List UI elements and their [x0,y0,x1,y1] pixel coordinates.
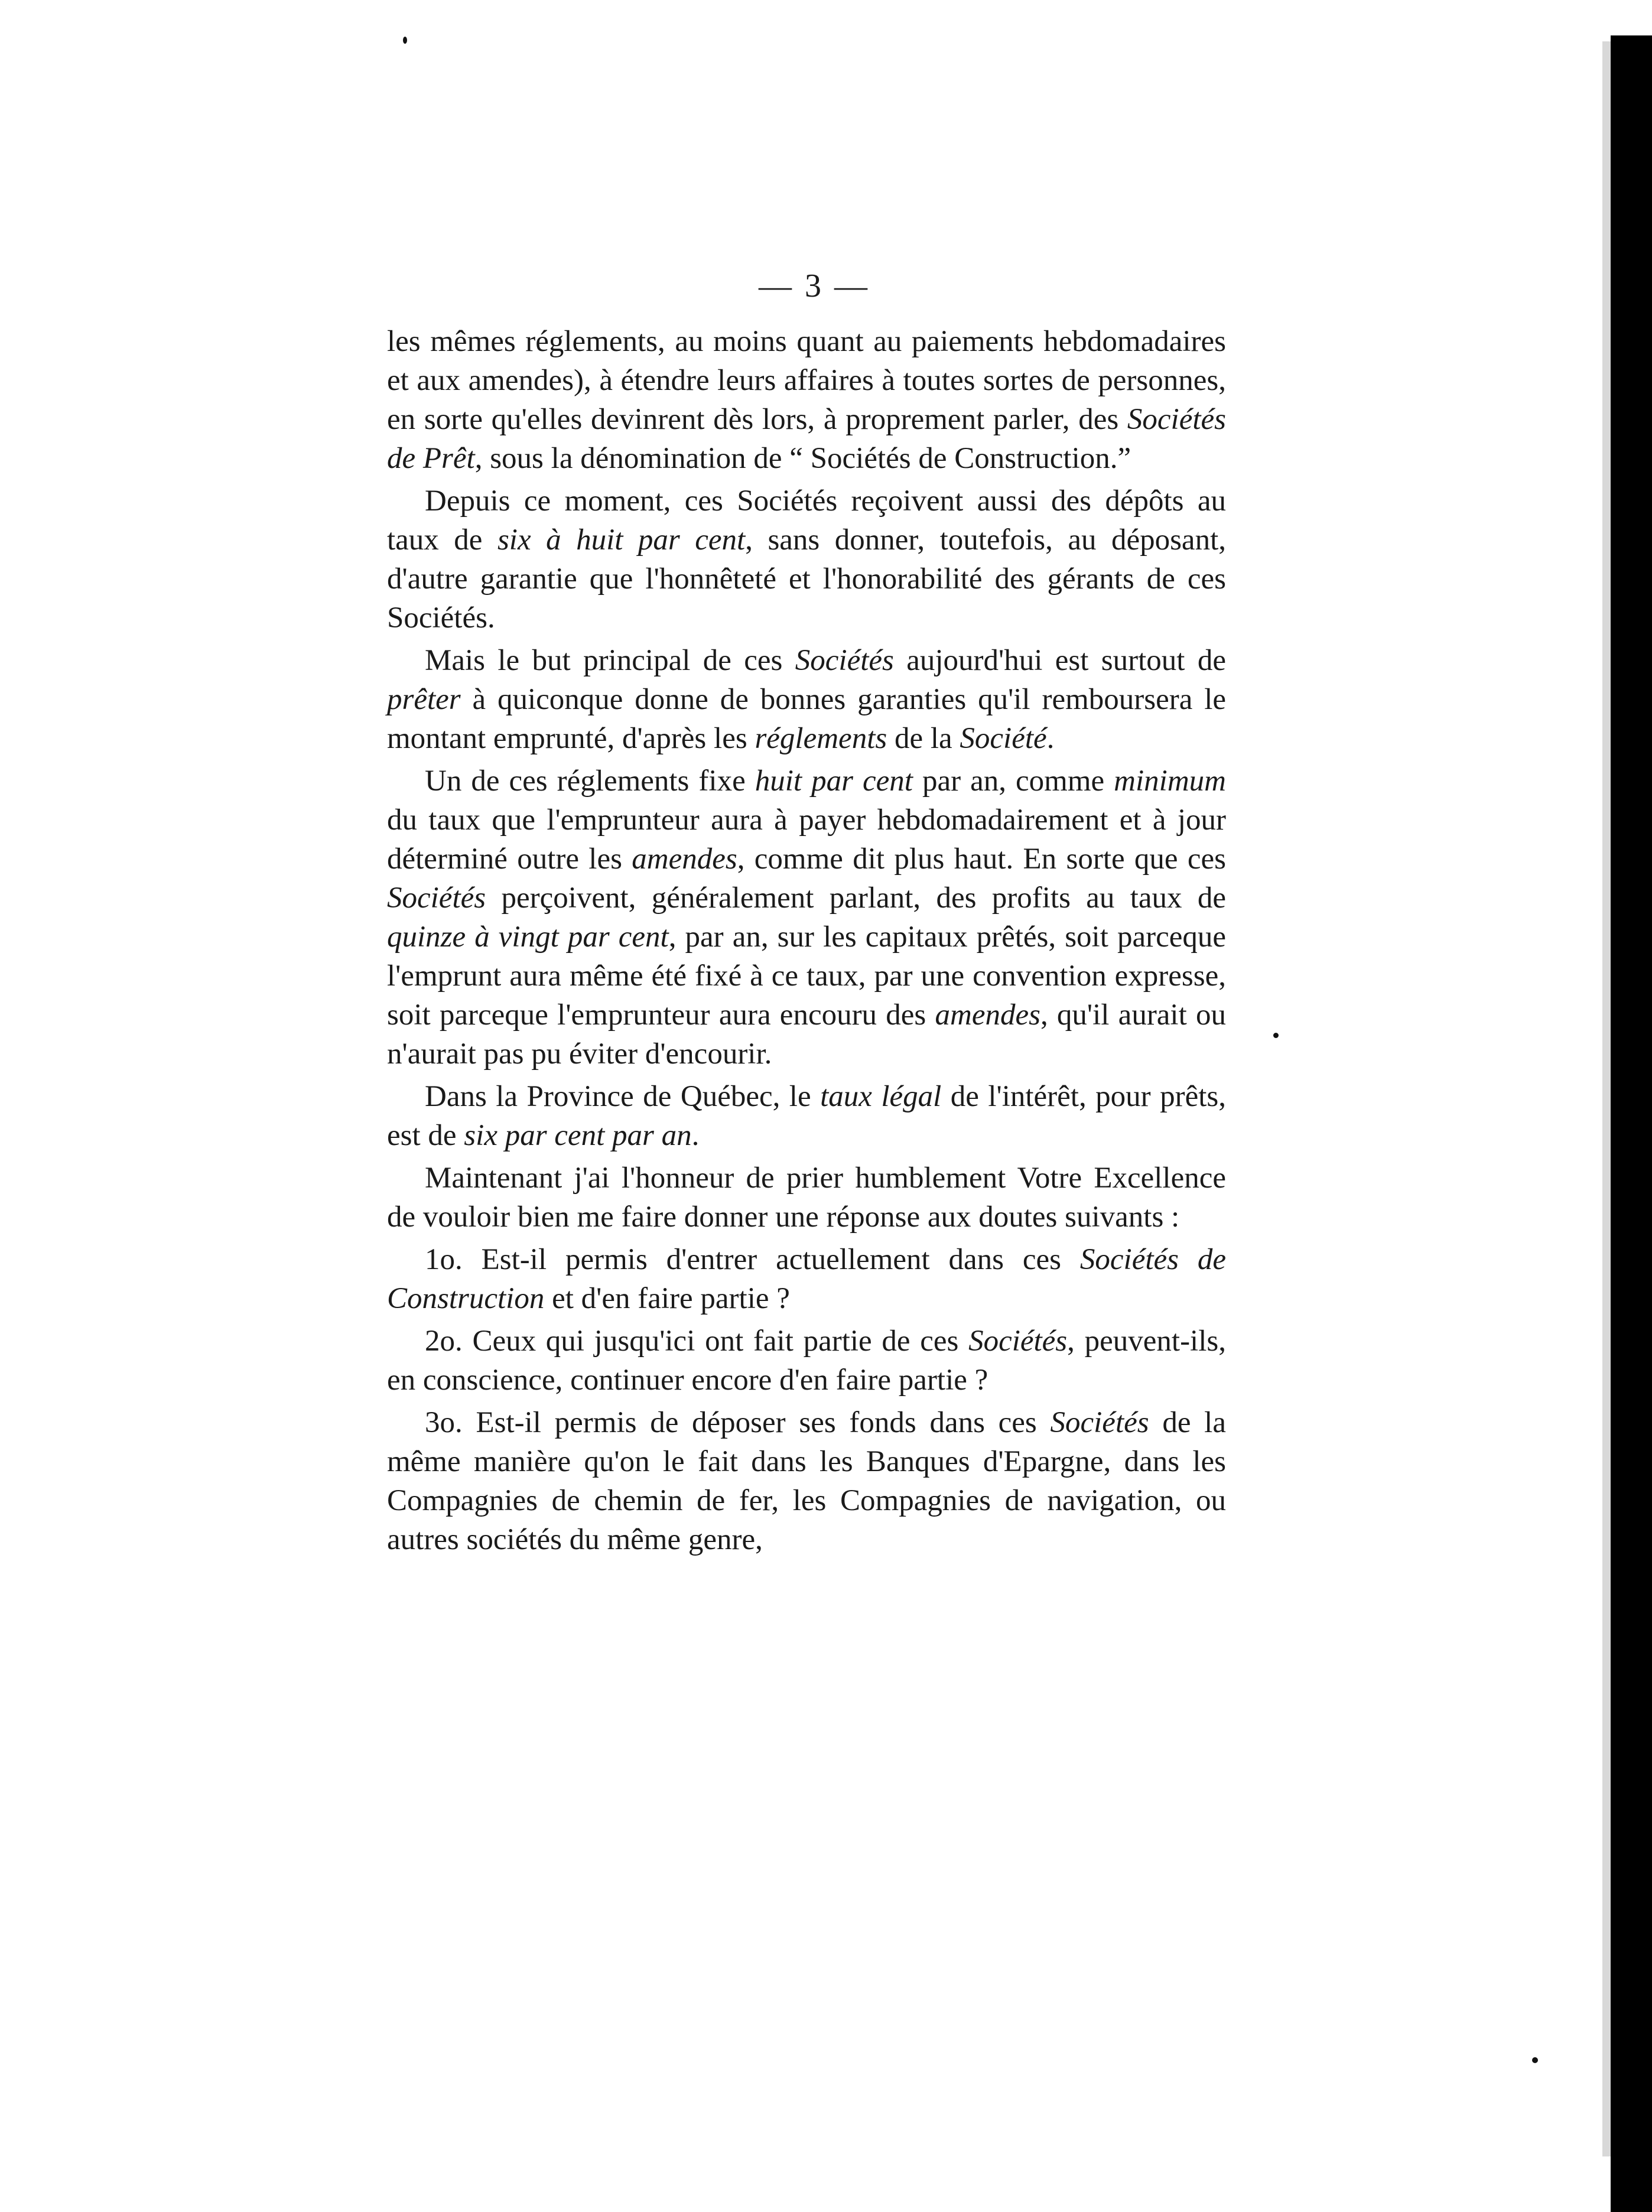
text-run: et d'en faire partie ? [544,1282,790,1315]
italic-text: quinze à vingt par cent [387,920,669,954]
text-run: . [691,1119,700,1152]
text-run: , qu'il aurait ou n'aurait pas pu éviter d'encourir. [387,998,1226,1071]
body-text [387,322,1226,1563]
paragraph [387,1240,1226,1318]
text-run: Un de ces réglements fixe [425,765,755,798]
text-run: à quiconque donne de bonnes garanties qu'il remboursera le montant emprunté, d'après les [387,683,1226,755]
text-run: , sans donner, toutefois, au déposant, d'autre garantie que l'honnêteté et l'honorabilité des gérants de ces Sociétés. [387,523,1226,635]
text-run: de la [887,722,960,755]
text-run: de la même manière qu'on le fait dans les Banques d'Epargne, dans les Compagnies de chemin de fer, les Compagnies de navigation, ou autres sociétés du même genre, [387,1406,1226,1556]
scan-speck [403,37,407,44]
italic-text: Société [960,722,1047,755]
text-run: , sous la dénomination de “ Sociétés de Construction.” [474,442,1131,475]
italic-text: minimum [1114,765,1226,798]
text-run: Mais le but principal de ces [425,644,795,677]
text-run: perçoivent, généralement parlant, des profits au taux de [486,881,1226,915]
page-number: — 3 — [759,268,870,304]
text-run: 1o. Est-il permis d'entrer actuellement dans ces [425,1243,1080,1276]
italic-text: Sociétés [387,881,486,915]
scan-border-right [1611,35,1652,2212]
paragraph [387,762,1226,1074]
scan-page-edge [1602,41,1611,2156]
text-run: Depuis ce moment, ces Sociétés reçoivent aussi des dépôts au taux de [387,484,1226,557]
scan-speck [1273,1033,1279,1038]
italic-text: amendes [632,842,737,876]
text-run: 2o. Ceux qui jusqu'ici ont fait partie de ces [425,1325,969,1358]
paragraph [387,641,1226,758]
italic-text: taux légal [820,1080,942,1113]
italic-text: six à huit par cent [497,523,746,557]
paragraph [387,1322,1226,1400]
italic-text: réglements [755,722,887,755]
paragraph [387,482,1226,637]
italic-text: six par cent par an [464,1119,692,1152]
paragraph [387,1077,1226,1155]
paragraph [387,322,1226,478]
italic-text: huit par cent [755,765,913,798]
text-run: , comme dit plus haut. En sorte que ces [737,842,1226,876]
text-run: , par an, sur les capitaux prêtés, soit parceque l'emprunt aura même été fixé à ce taux, par une convention expresse, soit parceque l'emprunteur aura encouru des [387,920,1226,1032]
text-run: , peuvent-ils, en conscience, continuer encore d'en faire partie ? [387,1325,1226,1397]
text-run: 3o. Est-il permis de déposer ses fonds dans ces [425,1406,1051,1439]
paragraph [387,1403,1226,1559]
italic-text: prêter [387,683,461,716]
paragraph [387,1159,1226,1237]
italic-text: Sociétés [1050,1406,1149,1439]
text-run: aujourd'hui est surtout de [893,644,1226,677]
text-run: Dans la Province de Québec, le [425,1080,821,1113]
text-run: par an, comme [912,765,1114,798]
italic-text: Sociétés de Prêt [387,403,1226,475]
italic-text: Sociétés [968,1325,1068,1358]
text-run: du taux que l'emprunteur aura à payer hebdomadairement et à jour déterminé outre les [387,804,1226,876]
italic-text: Sociétés de Construction [387,1243,1226,1315]
text-run: . [1046,722,1055,755]
italic-text: Sociétés [795,644,894,677]
text-run: Maintenant j'ai l'honneur de prier humblement Votre Excellence de vouloir bien me faire donner une réponse aux doutes suivants : [387,1162,1226,1234]
text-run: de l'intérêt, pour prêts, est de [387,1080,1226,1152]
text-run: les mêmes réglements, au moins quant au paiements hebdomadaires et aux amendes), à étendre leurs affaires à toutes sortes de personnes, en sorte qu'elles devinrent dès lors, à proprement parler, des [387,325,1226,436]
scan-speck [1532,2057,1538,2063]
italic-text: amendes [935,998,1040,1032]
